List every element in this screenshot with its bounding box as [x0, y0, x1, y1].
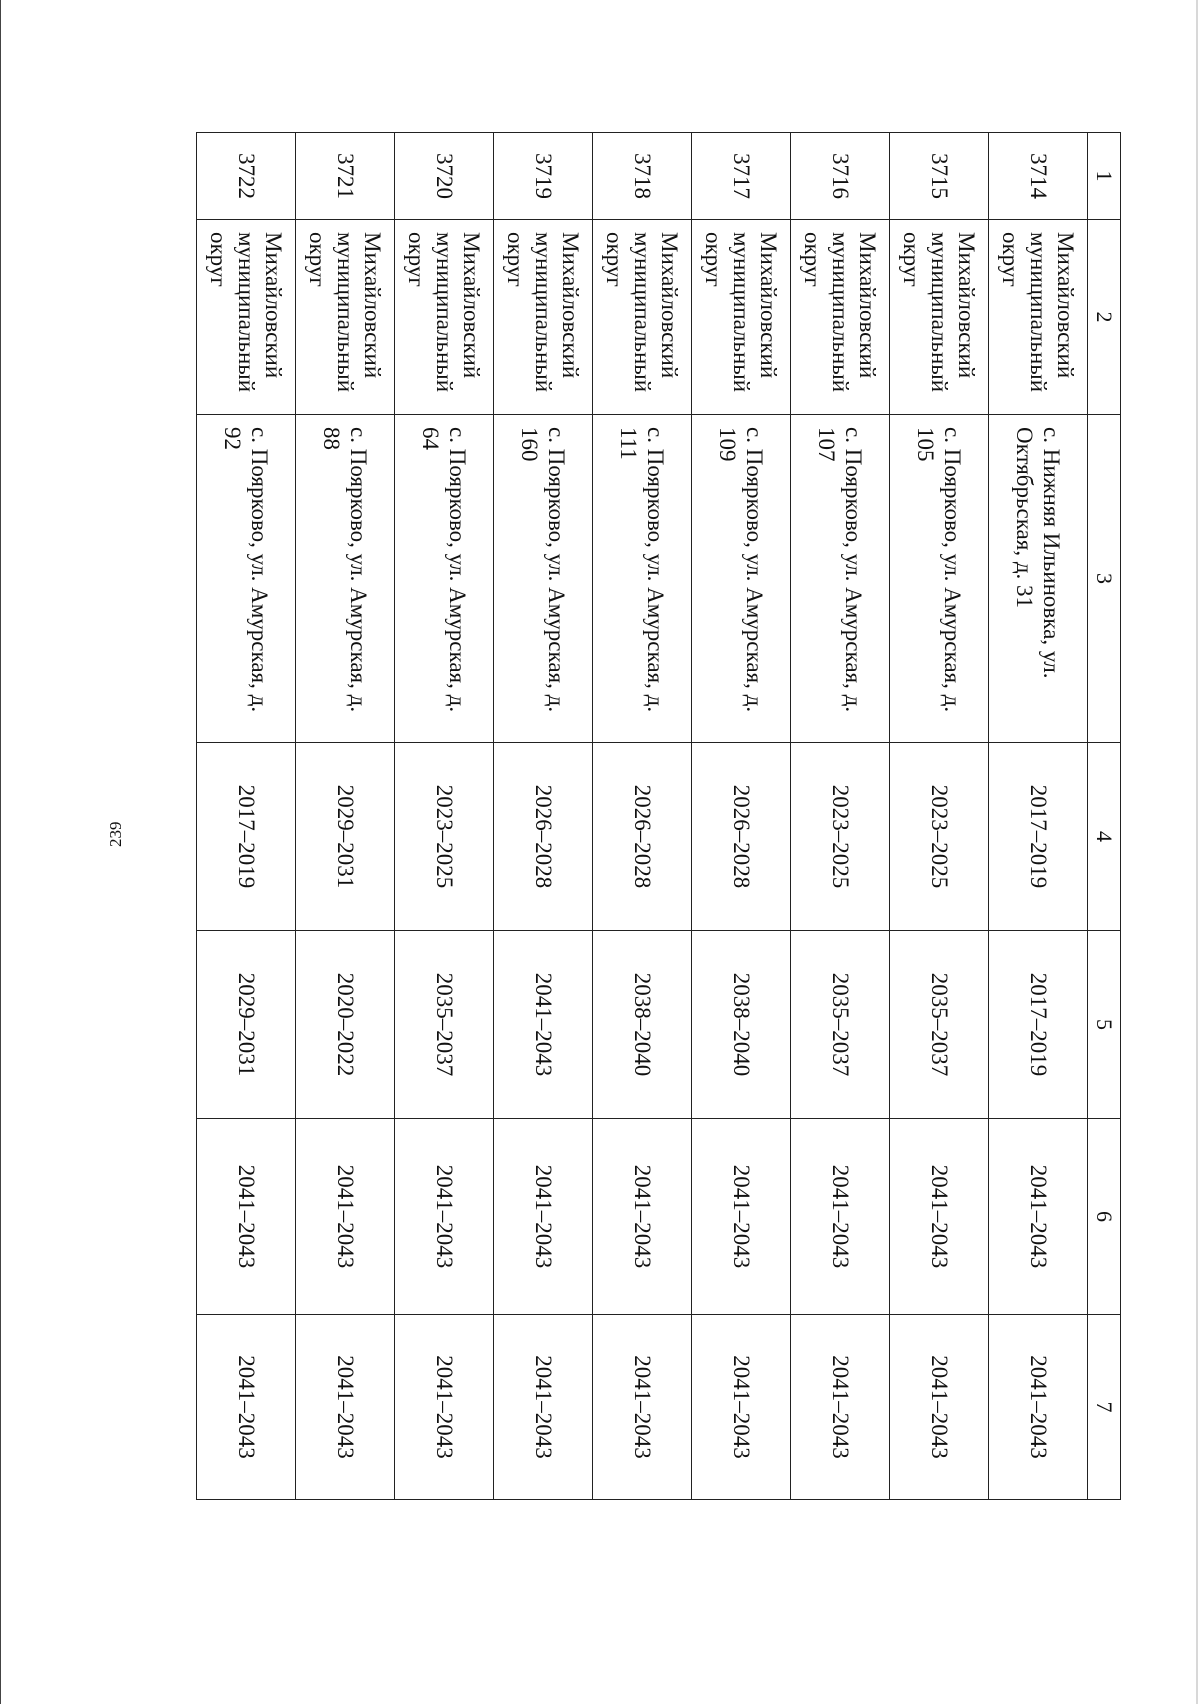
period-cell-5: 2038–2040: [593, 931, 692, 1119]
table-row: [197, 133, 296, 1500]
period-cell-6: 2041–2043: [692, 1119, 791, 1315]
period-cell-5: 2020–2022: [296, 931, 395, 1119]
address-cell: с. Поярково, ул. Амурская, д. 92: [197, 415, 296, 743]
period-cell-4: 2026–2028: [593, 743, 692, 931]
period-cell-7: 2041–2043: [395, 1315, 494, 1500]
address-cell: с. Поярково, ул. Амурская, д. 88: [296, 415, 395, 743]
period-cell-7: 2041–2043: [989, 1315, 1088, 1500]
district-cell: Михайловский муниципальный округ: [296, 220, 395, 415]
schedule-table: [196, 132, 1121, 1500]
district-cell: Михайловский муниципальный округ: [890, 220, 989, 415]
table-row: [890, 133, 989, 1500]
scan-edge-left: [0, 0, 1, 1704]
period-cell-6: 2041–2043: [989, 1119, 1088, 1315]
period-cell-7: 2041–2043: [593, 1315, 692, 1500]
header-cell-6: 6: [1088, 1119, 1121, 1315]
header-cell-2: 2: [1088, 220, 1121, 415]
table-row: [791, 133, 890, 1500]
period-cell-7: 2041–2043: [791, 1315, 890, 1500]
period-cell-6: 2041–2043: [197, 1119, 296, 1315]
district-cell: Михайловский муниципальный округ: [692, 220, 791, 415]
period-cell-5: 2041–2043: [494, 931, 593, 1119]
row-number: 3720: [395, 133, 494, 220]
table-row: [494, 133, 593, 1500]
period-cell-7: 2041–2043: [890, 1315, 989, 1500]
row-number: 3718: [593, 133, 692, 220]
row-number: 3722: [197, 133, 296, 220]
table-row: [989, 133, 1088, 1500]
header-row: [1088, 133, 1121, 1500]
row-number: 3719: [494, 133, 593, 220]
period-cell-6: 2041–2043: [890, 1119, 989, 1315]
period-cell-7: 2041–2043: [296, 1315, 395, 1500]
row-number: 3714: [989, 133, 1088, 220]
period-cell-5: 2035–2037: [791, 931, 890, 1119]
header-cell-4: 4: [1088, 743, 1121, 931]
page-number: 239: [106, 821, 125, 847]
scan-edge-right: [1196, 0, 1198, 1704]
period-cell-4: 2023–2025: [791, 743, 890, 931]
period-cell-6: 2041–2043: [296, 1119, 395, 1315]
district-cell: Михайловский муниципальный округ: [791, 220, 890, 415]
period-cell-7: 2041–2043: [494, 1315, 593, 1500]
district-cell: Михайловский муниципальный округ: [494, 220, 593, 415]
rotated-table-container: [196, 132, 1121, 1499]
period-cell-6: 2041–2043: [494, 1119, 593, 1315]
period-cell-7: 2041–2043: [692, 1315, 791, 1500]
table-row: [296, 133, 395, 1500]
address-cell: с. Нижняя Ильиновка, ул. Октябрьская, д. 31: [989, 415, 1088, 743]
table-row: [395, 133, 494, 1500]
district-cell: Михайловский муниципальный округ: [989, 220, 1088, 415]
period-cell-4: 2029–2031: [296, 743, 395, 931]
address-cell: с. Поярково, ул. Амурская, д. 109: [692, 415, 791, 743]
table-row: [692, 133, 791, 1500]
period-cell-5: 2038–2040: [692, 931, 791, 1119]
row-number: 3715: [890, 133, 989, 220]
row-number: 3717: [692, 133, 791, 220]
period-cell-4: 2023–2025: [890, 743, 989, 931]
header-cell-5: 5: [1088, 931, 1121, 1119]
period-cell-7: 2041–2043: [197, 1315, 296, 1500]
period-cell-5: 2035–2037: [395, 931, 494, 1119]
header-cell-3: 3: [1088, 415, 1121, 743]
district-cell: Михайловский муниципальный округ: [197, 220, 296, 415]
row-number: 3716: [791, 133, 890, 220]
address-cell: с. Поярково, ул. Амурская, д. 160: [494, 415, 593, 743]
period-cell-5: 2017–2019: [989, 931, 1088, 1119]
header-cell-1: 1: [1088, 133, 1121, 220]
row-number: 3721: [296, 133, 395, 220]
address-cell: с. Поярково, ул. Амурская, д. 107: [791, 415, 890, 743]
period-cell-5: 2035–2037: [890, 931, 989, 1119]
period-cell-6: 2041–2043: [593, 1119, 692, 1315]
period-cell-4: 2026–2028: [692, 743, 791, 931]
address-cell: с. Поярково, ул. Амурская, д. 64: [395, 415, 494, 743]
table-row: [593, 133, 692, 1500]
period-cell-6: 2041–2043: [395, 1119, 494, 1315]
period-cell-5: 2029–2031: [197, 931, 296, 1119]
header-cell-7: 7: [1088, 1315, 1121, 1500]
address-cell: с. Поярково, ул. Амурская, д. 111: [593, 415, 692, 743]
district-cell: Михайловский муниципальный округ: [395, 220, 494, 415]
district-cell: Михайловский муниципальный округ: [593, 220, 692, 415]
period-cell-4: 2017–2019: [989, 743, 1088, 931]
period-cell-4: 2017–2019: [197, 743, 296, 931]
period-cell-4: 2026–2028: [494, 743, 593, 931]
period-cell-4: 2023–2025: [395, 743, 494, 931]
address-cell: с. Поярково, ул. Амурская, д. 105: [890, 415, 989, 743]
period-cell-6: 2041–2043: [791, 1119, 890, 1315]
